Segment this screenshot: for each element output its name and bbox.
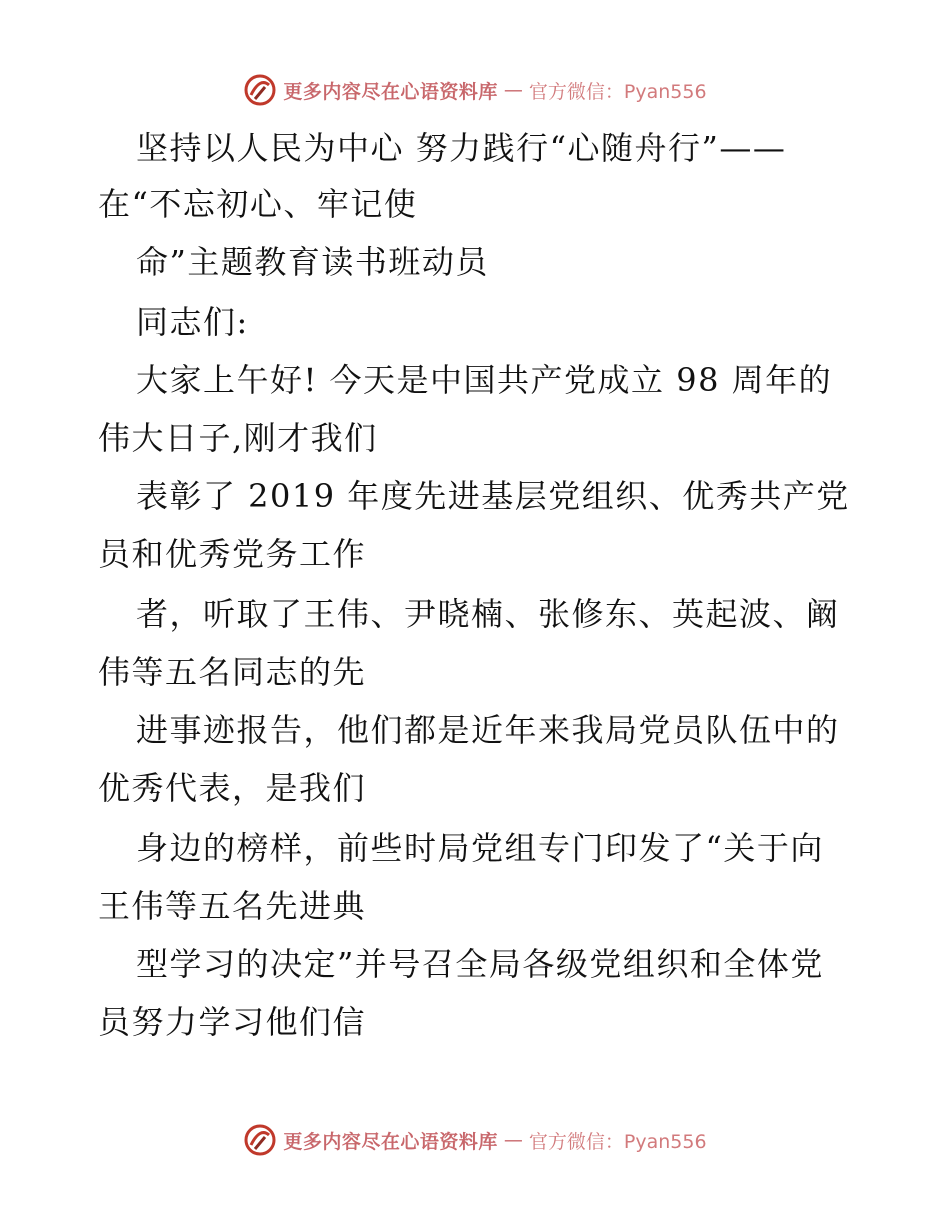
document-title-line: 坚持以人民为中心 努力践行“心随舟行”——: [136, 129, 787, 167]
body-text-line: 王伟等五名先进典: [98, 887, 367, 925]
watermark-footer: [0, 1120, 950, 1160]
body-text-line: 员努力学习他们信: [98, 1003, 367, 1041]
body-text-line: 者，听取了王伟、尹晓楠、张修东、英起波、阚: [136, 595, 840, 633]
document-title-line: 命”主题教育读书班动员: [136, 243, 489, 281]
body-text-line: 伟等五名同志的先: [98, 653, 367, 691]
watermark-brand-text: 更多内容尽在心语资料库: [283, 80, 498, 103]
body-text-line: 型学习的决定”并号召全局各级党组织和全体党: [136, 945, 824, 983]
watermark-separator: —: [503, 1129, 523, 1151]
body-text-line: 员和优秀党务工作: [98, 535, 367, 573]
body-text-line: 身边的榜样，前些时局党组专门印发了“关于向: [136, 829, 824, 867]
body-text-line: 表彰了 2019 年度先进基层党组织、优秀共产党: [136, 477, 850, 515]
watermark-brand-text: 更多内容尽在心语资料库: [283, 1130, 498, 1153]
watermark-separator: —: [503, 79, 523, 101]
salutation-line: 同志们:: [136, 303, 249, 341]
brand-logo-icon: [243, 1123, 277, 1157]
watermark-wechat-text: 官方微信：Pyan556: [528, 80, 707, 103]
body-text-line: 大家上午好! 今天是中国共产党成立 98 周年的: [136, 361, 833, 399]
body-text-line: 优秀代表，是我们: [98, 769, 367, 807]
document-title-line: 在“不忘初心、牢记使: [98, 185, 418, 223]
body-text-line: 伟大日子,刚才我们: [98, 419, 378, 457]
watermark-wechat-text: 官方微信：Pyan556: [528, 1130, 707, 1153]
body-text-line: 进事迹报告，他们都是近年来我局党员队伍中的: [136, 711, 840, 749]
